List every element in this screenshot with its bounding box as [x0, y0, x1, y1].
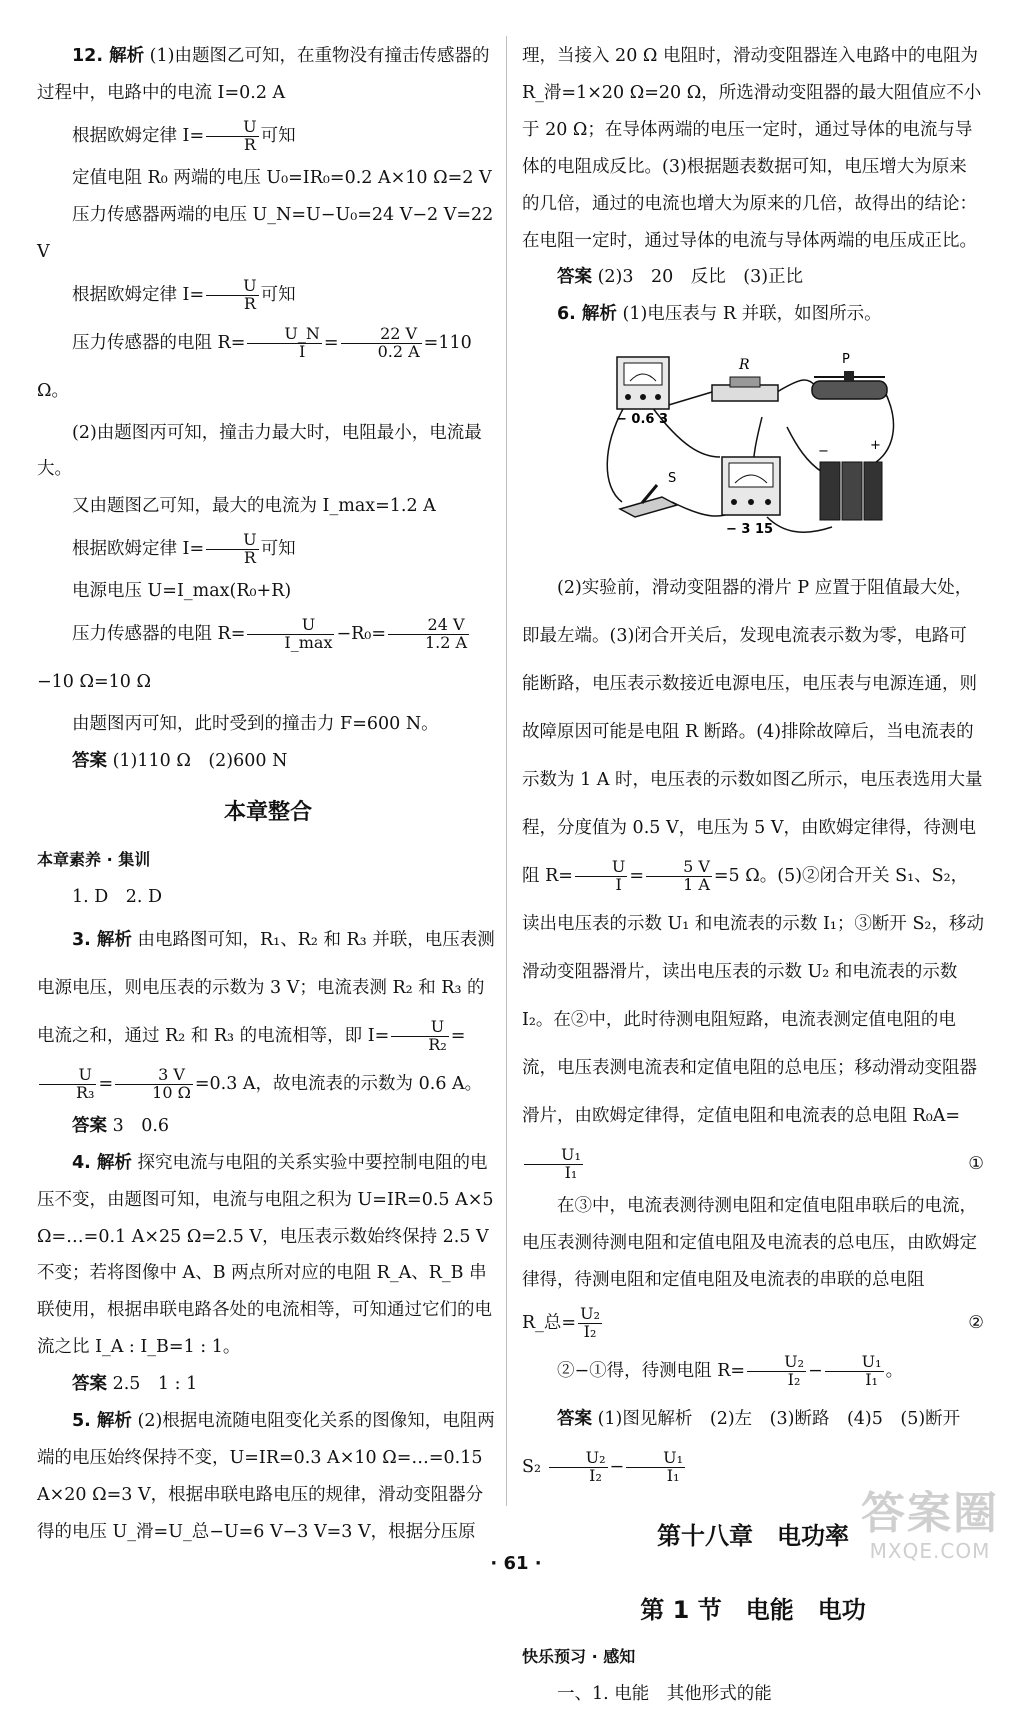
chapter-title: 第十八章 电功率	[657, 1521, 849, 1550]
q12-line3: 定值电阻 R₀ 两端的电压 U₀=IR₀=0.2 A×10 Ω=2 V	[72, 167, 492, 188]
ammeter	[616, 357, 669, 427]
resistor-r	[712, 357, 778, 401]
q5-analysis: 5. 解析 (2)根据电流随电阻变化关系的图像知，电阻两端的电压始终保持不变，U=IR=0.3 A×10 Ω=…=0.15 A×20 Ω=3 V，根据串联电路电压的规律，滑动变阻器分得的电压 U_滑=U_总−U=6 V−3 V=3 V，根据分压原	[37, 1411, 495, 1542]
fraction: $\frac{U}{I}$	[575, 859, 627, 894]
wire	[777, 380, 817, 392]
equation-marker-1: ①	[968, 1154, 984, 1175]
switch-label: S	[668, 471, 677, 487]
q5-continued: 理，当接入 20 Ω 电阻时，滑动变阻器连入电路中的电阻为 R_滑=1×20 Ω=20 Ω，所选滑动变阻器的最大阻值应不小于 20 Ω；在导体两端的电压一定时，通过导体的电流与导体的电阻成反比。(3)根据题表数据可知，电压增大为原来的几倍，通过的电流也增大为原来的几倍，故得出的结论：在电阻一定时，通过导体的电流与导体两端的电压成正比。	[522, 46, 982, 251]
fraction: $\frac{U}{\text{R₂}}$	[391, 1019, 448, 1054]
resistor-label: R	[739, 357, 750, 374]
q12-line12: 由题图丙可知，此时受到的撞击力 F=600 N。	[72, 714, 439, 735]
fraction: $\frac{24 V}{1.2 A}$	[388, 617, 469, 652]
fraction: $\frac{U}{R}$	[206, 532, 258, 567]
q1-2-answers: 1. D 2. D	[72, 886, 163, 907]
lesson-title: 第 1 节 电能 电功	[640, 1595, 866, 1624]
watermark-url: MXQE.COM	[869, 1539, 991, 1563]
rheostat-slider-label: P	[842, 352, 850, 368]
q12-line7: (2)由题图丙可知，撞击力最大时，电阻最小，电流最大。	[37, 422, 482, 480]
q12-line1: 12. 解析 (1)由题图乙可知，在重物没有撞击传感器的过程中，电路中的电流 I=0.2 A	[37, 46, 490, 103]
fraction: $\frac{U\_N}{I}$	[247, 326, 321, 361]
rheostat	[812, 352, 887, 399]
section-title: 本章整合	[223, 799, 312, 825]
q12-answer: 答案 (1)110 Ω (2)600 N	[72, 751, 288, 772]
switch-s	[620, 471, 677, 517]
column-divider	[506, 36, 507, 1506]
q4-analysis: 4. 解析 探究电流与电阻的关系实验中要控制电阻的电压不变，由题图可知，电流与电阻之积为 U=IR=0.5 A×5 Ω=…=0.1 A×25 Ω=2.5 V，电压表示数始终保持 2.5 V 不变；若将图像中 A、B 两点所对应的电阻 R_A、R_B 串联使用，根据串联电路各处的电流相等，可知通过它们的电流之比 I_A : I_B=1 : 1。	[37, 1152, 494, 1358]
preview-subsection-title: 快乐预习 · 感知	[522, 1646, 636, 1666]
fraction: $\frac{\text{U₂}}{\text{I₂}}$	[549, 1450, 608, 1485]
circuit-diagram	[602, 337, 902, 542]
equation-marker-2: ②	[968, 1312, 984, 1333]
preview-item-1: 一、1. 电能 其他形式的能	[557, 1683, 772, 1704]
voltmeter	[722, 457, 780, 537]
q6-total-resistance: R_总= $\frac{\text{U₂}}{\text{I₂}}$ ②	[522, 1299, 984, 1347]
fraction: $\frac{\text{U₂}}{\text{I₂}}$	[580, 1304, 600, 1341]
fraction: $\frac{5 V}{1 A}$	[646, 859, 712, 894]
battery	[818, 438, 882, 520]
battery-minus-label: −	[818, 444, 829, 460]
q3-analysis: 3. 解析 由电路图可知，R₁、R₂ 和 R₃ 并联，电压表测电源电压，则电压表的示数为 3 V；电流表测 R₂ 和 R₃ 的电流之和，通过 R₂ 和 R₃ 的电流相等，即 I= $\frac{U}{\text{R₂}}$ = $\frac{U}{\text{R₃}}$ = $\frac{3 V}{10 \Omega}$ =0.3 A，故电流表的示数为 0.6 A。	[37, 929, 495, 1102]
fraction: $\frac{\text{U₂}}{\text{I₂}}$	[747, 1354, 806, 1389]
q12-ohm-law-3: 根据欧姆定律 I= $\frac{U}{R}$ 可知	[72, 530, 296, 568]
q6-answer: 答案 (1)图见解析 (2)左 (3)断路 (4)5 (5)断开 S₂ $\frac{\text{U₂}}{\text{I₂}}$ − $\frac{\text{U₁}}{\text{I₁}}$	[522, 1408, 961, 1485]
page-number: · 61 ·	[490, 1553, 542, 1574]
voltmeter-scale-label: − 3 15	[726, 522, 774, 538]
fraction: $\frac{U}{R}$	[206, 119, 258, 154]
q12-line10: 电源电压 U=I_max(R₀+R)	[72, 581, 292, 602]
fraction: $\frac{U}{R}$	[206, 278, 258, 313]
q12-line11: 压力传感器的电阻 R= $\frac{U}{I\_\max}$ −R₀= $\frac{24 V}{1.2 A}$ −10 Ω=10 Ω	[37, 615, 468, 693]
q12-ohm-law-2: 根据欧姆定律 I= $\frac{U}{R}$ 可知	[72, 275, 296, 313]
q4-answer: 答案 2.5 1 : 1	[72, 1374, 198, 1395]
q12-line8: 又由题图乙可知，最大的电流为 I_max=1.2 A	[72, 496, 436, 517]
q6-difference: ②−①得，待测电阻 R= $\frac{\text{U₂}}{\text{I₂}}$ − $\frac{\text{U₁}}{\text{I₁}}$ 。	[557, 1352, 904, 1389]
right-column	[522, 38, 984, 1713]
left-column	[37, 38, 499, 1551]
watermark-logo	[840, 1488, 1020, 1562]
watermark-text: 答案圈	[861, 1488, 999, 1539]
battery-plus-label: +	[870, 438, 881, 454]
wire	[867, 392, 893, 467]
fraction: $\frac{3 V}{10 \Omega}$	[115, 1067, 193, 1102]
fraction: $\frac{\text{U₁}}{\text{I₁}}$	[626, 1450, 685, 1485]
fraction: $\frac{22 V}{0.2 A}$	[341, 326, 422, 361]
q6-line1: 6. 解析 (1)电压表与 R 并联，如图所示。	[557, 304, 882, 325]
fraction: $\frac{U}{\text{R₃}}$	[39, 1067, 96, 1102]
fraction: $\frac{\text{U₁}}{\text{I₁}}$	[825, 1354, 884, 1389]
fraction: $\frac{U}{I\_\max}$	[247, 617, 334, 652]
q5-answer: 答案 (2)3 20 反比 (3)正比	[557, 267, 804, 288]
q6-analysis-c: 在③中，电流表测待测电阻和定值电阻串联后的电流，电压表测待测电阻和定值电阻及电流表的总电压，由欧姆定律得，待测电阻和定值电阻及电流表的串联的总电阻	[522, 1196, 977, 1290]
q6-analysis-a: (2)实验前，滑动变阻器的滑片 P 应置于阻值最大处，即最左端。(3)闭合开关后，发现电流表示数为零，电路可能断路，电压表示数接近电源电压，电压表与电源连通，则故障原因可能是电阻 R 断路。(4)排除故障后，当电流表的示数为 1 A 时，电压表的示数如图乙所示，电压表选用大量程，分度值为 0.5 V，电压为 5 V，由欧姆定律得，待测电阻 R= $\frac{U}{I}$ = $\frac{5 V}{1 A}$ =5 Ω。(5)②闭合开关 S₁、S₂，读出电压表的示数 U₁ 和电流表的示数 I₁；③断开 S₂，移动滑动变阻器滑片，读出电压表的示数 U₂ 和电流表的示数 I₂。在②中，此时待测电阻短路，电流表测定值电阻的电流，电压表测电流表和定值电阻的总电压；移动滑动变阻器滑片，由欧姆定律得，定值电阻和电流表的总电阻 R₀A= $\frac{\text{U₁}}{\text{I₁}}$ ①	[522, 564, 984, 1188]
ammeter-scale-label: − 0.6 3	[616, 412, 669, 428]
wire	[787, 427, 822, 472]
q12-line6: 压力传感器的电阻 R= $\frac{U\_N}{I}$ = $\frac{22 V}{0.2 A}$ =110 Ω。	[37, 323, 472, 401]
fraction: $\frac{\text{U₁}}{\text{I₁}}$	[524, 1147, 583, 1182]
q12-line4: 压力传感器两端的电压 U_N=U−U₀=24 V−2 V=22 V	[37, 204, 494, 262]
q12-ohm-law-1: 根据欧姆定律 I= $\frac{U}{R}$ 可知	[72, 117, 296, 154]
q3-answer: 答案 3 0.6	[72, 1115, 170, 1136]
subsection-title: 本章素养 · 集训	[37, 849, 151, 869]
